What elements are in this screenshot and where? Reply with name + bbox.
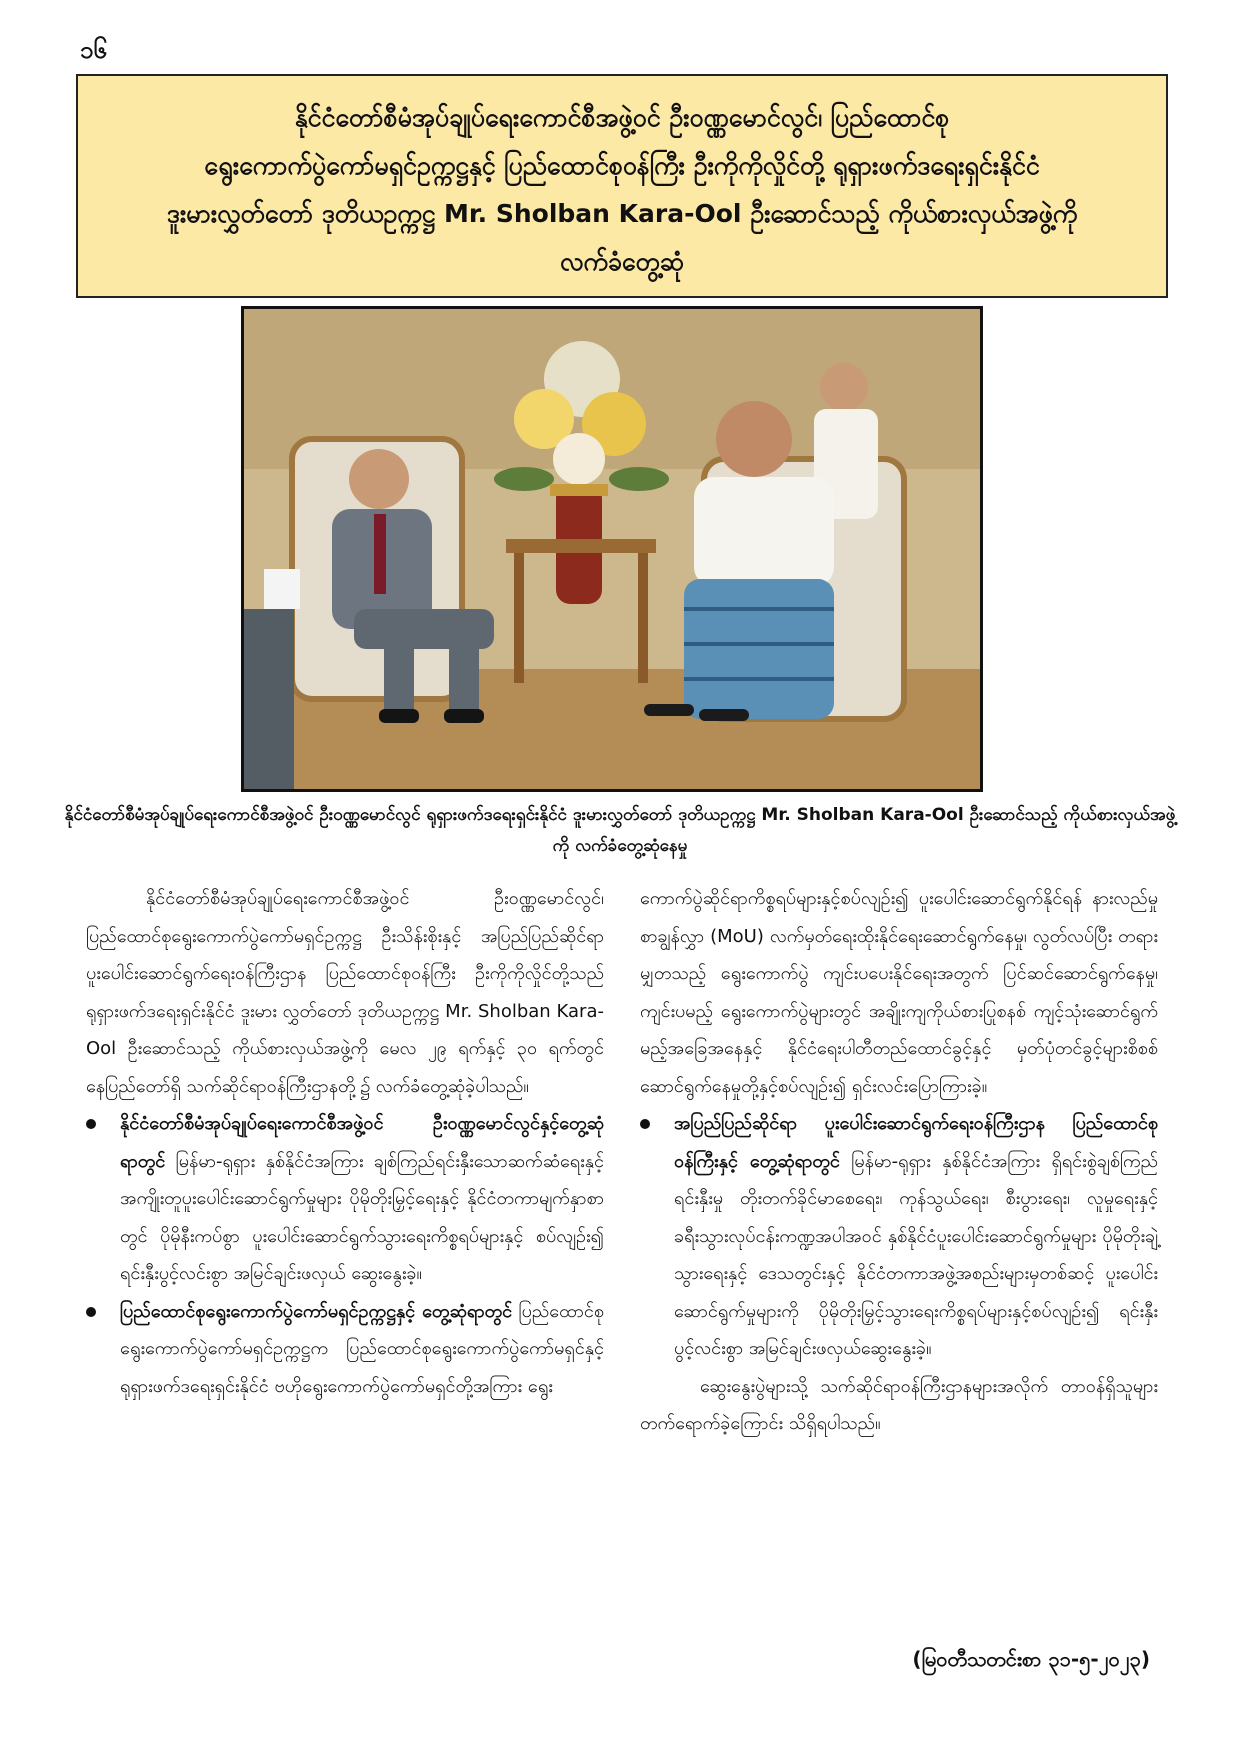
bullet-2-heading: ပြည်ထောင်စုရွေးကောက်ပွဲကော်မရှင်ဥက္ကဋ္ဌနှင့် တွေ့ဆုံရာတွင် (120, 1300, 513, 1322)
continued-paragraph: ကောက်ပွဲဆိုင်ရာကိစ္စရပ်များနှင့်စပ်လျဉ်း၍ ပူးပေါင်းဆောင်ရွက်နိုင်ရန် နားလည်မှုစာချွန်လွှာ (MoU) လက်မှတ်ရေးထိုးနိုင်ရေးဆောင်ရွက်နေမှု၊ လွတ်လပ်ပြီး တရားမျှတသည့် ရွေးကောက်ပွဲ ကျင်းပပေးနိုင်ရေးအတွက် ပြင်ဆင်ဆောင်ရွက်နေမှု၊ ကျင်းပမည့် ရွေးကောက်ပွဲများတွင် အချိုးကျကိုယ်စားပြုစနစ် ကျင့်သုံးဆောင်ရွက်မည့်အခြေအနေနှင့် နိုင်ငံရေးပါတီတည်ထောင်ခွင့်နှင့် မှတ်ပုံတင်ခွင့်များစိစစ်ဆောင်ရွက်နေမှုတို့နှင့်စပ်လျဉ်း၍ ရှင်းလင်းပြောကြားခဲ့။ (640, 888, 1158, 1097)
headline-line-4: လက်ခံတွေ့ဆုံ (559, 247, 685, 276)
meeting-photo-illustration (244, 309, 980, 789)
headline-line-1: နိုင်ငံတော်စီမံအုပ်ချုပ်ရေးကောင်စီအဖွဲ့ဝင် ဦးဝဏ္ဏမောင်လွင်၊ ပြည်ထောင်စု (294, 103, 950, 132)
source-credit: (မြဝတီသတင်းစာ ၃၁-၅-၂၀၂၃) (912, 1647, 1150, 1671)
bullet-3-text: မြန်မာ-ရုရှား နှစ်နိုင်ငံအကြား ရှိရင်းစွဲချစ်ကြည်ရင်းနှီးမှု တိုးတက်ခိုင်မာစေရေး၊ ကုန်သွယ်ရေး၊ စီးပွားရေး၊ လူမှုရေးနှင့် ခရီးသွားလုပ်ငန်းကဏ္ဍအပါအဝင် နှစ်နိုင်ငံပူးပေါင်းဆောင်ရွက်မှုများ ပိုမိုတိုးချဲ့သွားရေးနှင့် ဒေသတွင်းနှင့် နိုင်ငံတကာအဖွဲ့အစည်းများမှတစ်ဆင့် ပူးပေါင်းဆောင်ရွက်မှုများကို ပိုမိုတိုးမြှင့်သွားရေးကိစ္စရပ်များနှင့်စပ်လျဉ်း၍ ရင်းနှီးပွင့်လင်းစွာ အမြင်ချင်းဖလှယ်ဆွေးနွေးခဲ့။ (674, 1150, 1158, 1359)
headline-line-2: ရွေးကောက်ပွဲကော်မရှင်ဥက္ကဋ္ဌနှင့် ပြည်ထောင်စုဝန်ကြီး ဦးကိုကိုလှိုင်တို့ ရုရှားဖက်ဒရေးရှင်းနိုင်ငံ (204, 151, 1040, 180)
bullet-dot (86, 1119, 96, 1129)
bullet-1-heading: နိုင်ငံတော်စီမံအုပ်ချုပ်ရေးကောင်စီအဖွဲ့ဝင် ဦးဝဏ္ဏမောင်လွင်နှင့်တွေ့ဆုံရာတွင် (120, 1113, 604, 1172)
page-number: ၁၆ (80, 36, 107, 64)
headline-box (76, 74, 1168, 298)
bullet-item-1 (86, 1105, 604, 1293)
bullet-item-3 (640, 1105, 1158, 1368)
bullet-dot (640, 1119, 650, 1129)
photo-caption: နိုင်ငံတော်စီမံအုပ်ချုပ်ရေးကောင်စီအဖွဲ့ဝင် ဦးဝဏ္ဏမောင်လွင် ရုရှားဖက်ဒရေးရှင်းနိုင်ငံ ဒူးမားလွှတ်တော် ဒုတိယဥက္ကဋ္ဌ Mr. Sholban Kara-Ool ဦးဆောင်သည့် ကိုယ်စားလှယ်အဖွဲ့ကို လက်ခံတွေ့ဆုံနေမှု (64, 805, 1176, 856)
closing-paragraph: ဆွေးနွေးပွဲများသို့ သက်ဆိုင်ရာဝန်ကြီးဌာနများအလိုက် တာဝန်ရှိသူများတက်ရောက်ခဲ့ကြောင်း သိရှိရပါသည်။ (640, 1375, 1158, 1434)
intro-paragraph: နိုင်ငံတော်စီမံအုပ်ချုပ်ရေးကောင်စီအဖွဲ့ဝင် ဦးဝဏ္ဏမောင်လွင်၊ ပြည်ထောင်စုရွေးကောက်ပွဲကော်မရှင်ဥက္ကဋ္ဌ ဦးသိန်းစိုးနှင့် အပြည်ပြည်ဆိုင်ရာပူးပေါင်းဆောင်ရွက်ရေးဝန်ကြီးဌာန ပြည်ထောင်စုဝန်ကြီး ဦးကိုကိုလှိုင်တို့သည် ရုရှားဖက်ဒရေးရှင်းနိုင်ငံ ဒူးမား လွှတ်တော် ဒုတိယဥက္ကဋ္ဌ Mr. Sholban Kara-Ool ဦးဆောင်သည့် ကိုယ်စားလှယ်အဖွဲ့ကို မေလ ၂၉ ရက်နှင့် ၃၀ ရက်တွင် နေပြည်တော်ရှိ သက်ဆိုင်ရာဝန်ကြီးဌာနတို့၌ လက်ခံတွေ့ဆုံခဲ့ပါသည်။ (86, 888, 604, 1097)
bullet-item-2 (86, 1293, 604, 1406)
bullet-dot (86, 1307, 96, 1317)
bullet-1-text: မြန်မာ-ရုရှား နှစ်နိုင်ငံအကြား ချစ်ကြည်ရင်းနှီးသောဆက်ဆံရေးနှင့် အကျိုးတူပူးပေါင်းဆောင်ရွက်မှုများ ပိုမိုတိုးမြှင့်ရေးနှင့် နိုင်ငံတကာမျက်နှာစာတွင် ပိုမိုနီးကပ်စွာ ပူးပေါင်းဆောင်ရွက်သွားရေးကိစ္စရပ်များနှင့် စပ်လျဉ်း၍ ရင်းနှီးပွင့်လင်းစွာ အမြင်ချင်းဖလှယ် ဆွေးနွေးခဲ့။ (120, 1150, 604, 1284)
left-column (86, 880, 604, 1405)
headline-line-3: ဒူးမားလွှတ်တော် ဒုတိယဥက္ကဋ္ဌ Mr. Sholban Kara-Ool ဦးဆောင်သည့် ကိုယ်စားလှယ်အဖွဲ့ကို (166, 199, 1078, 228)
right-column (640, 880, 1158, 1443)
bullet-2-text: ပြည်ထောင်စုရွေးကောက်ပွဲကော်မရှင်ဥက္ကဋ္ဌက ပြည်ထောင်စုရွေးကောက်ပွဲကော်မရှင်နှင့် ရုရှားဖက်ဒရေးရှင်းနိုင်ငံ ဗဟိုရွေးကောက်ပွဲကော်မရှင်တို့အကြား ရွေး (120, 1300, 604, 1397)
bullet-3-heading: အပြည်ပြည်ဆိုင်ရာ ပူးပေါင်းဆောင်ရွက်ရေးဝန်ကြီးဌာန ပြည်ထောင်စုဝန်ကြီးနှင့် တွေ့ဆုံရာတွင် (674, 1113, 1158, 1172)
meeting-photo (241, 306, 983, 792)
